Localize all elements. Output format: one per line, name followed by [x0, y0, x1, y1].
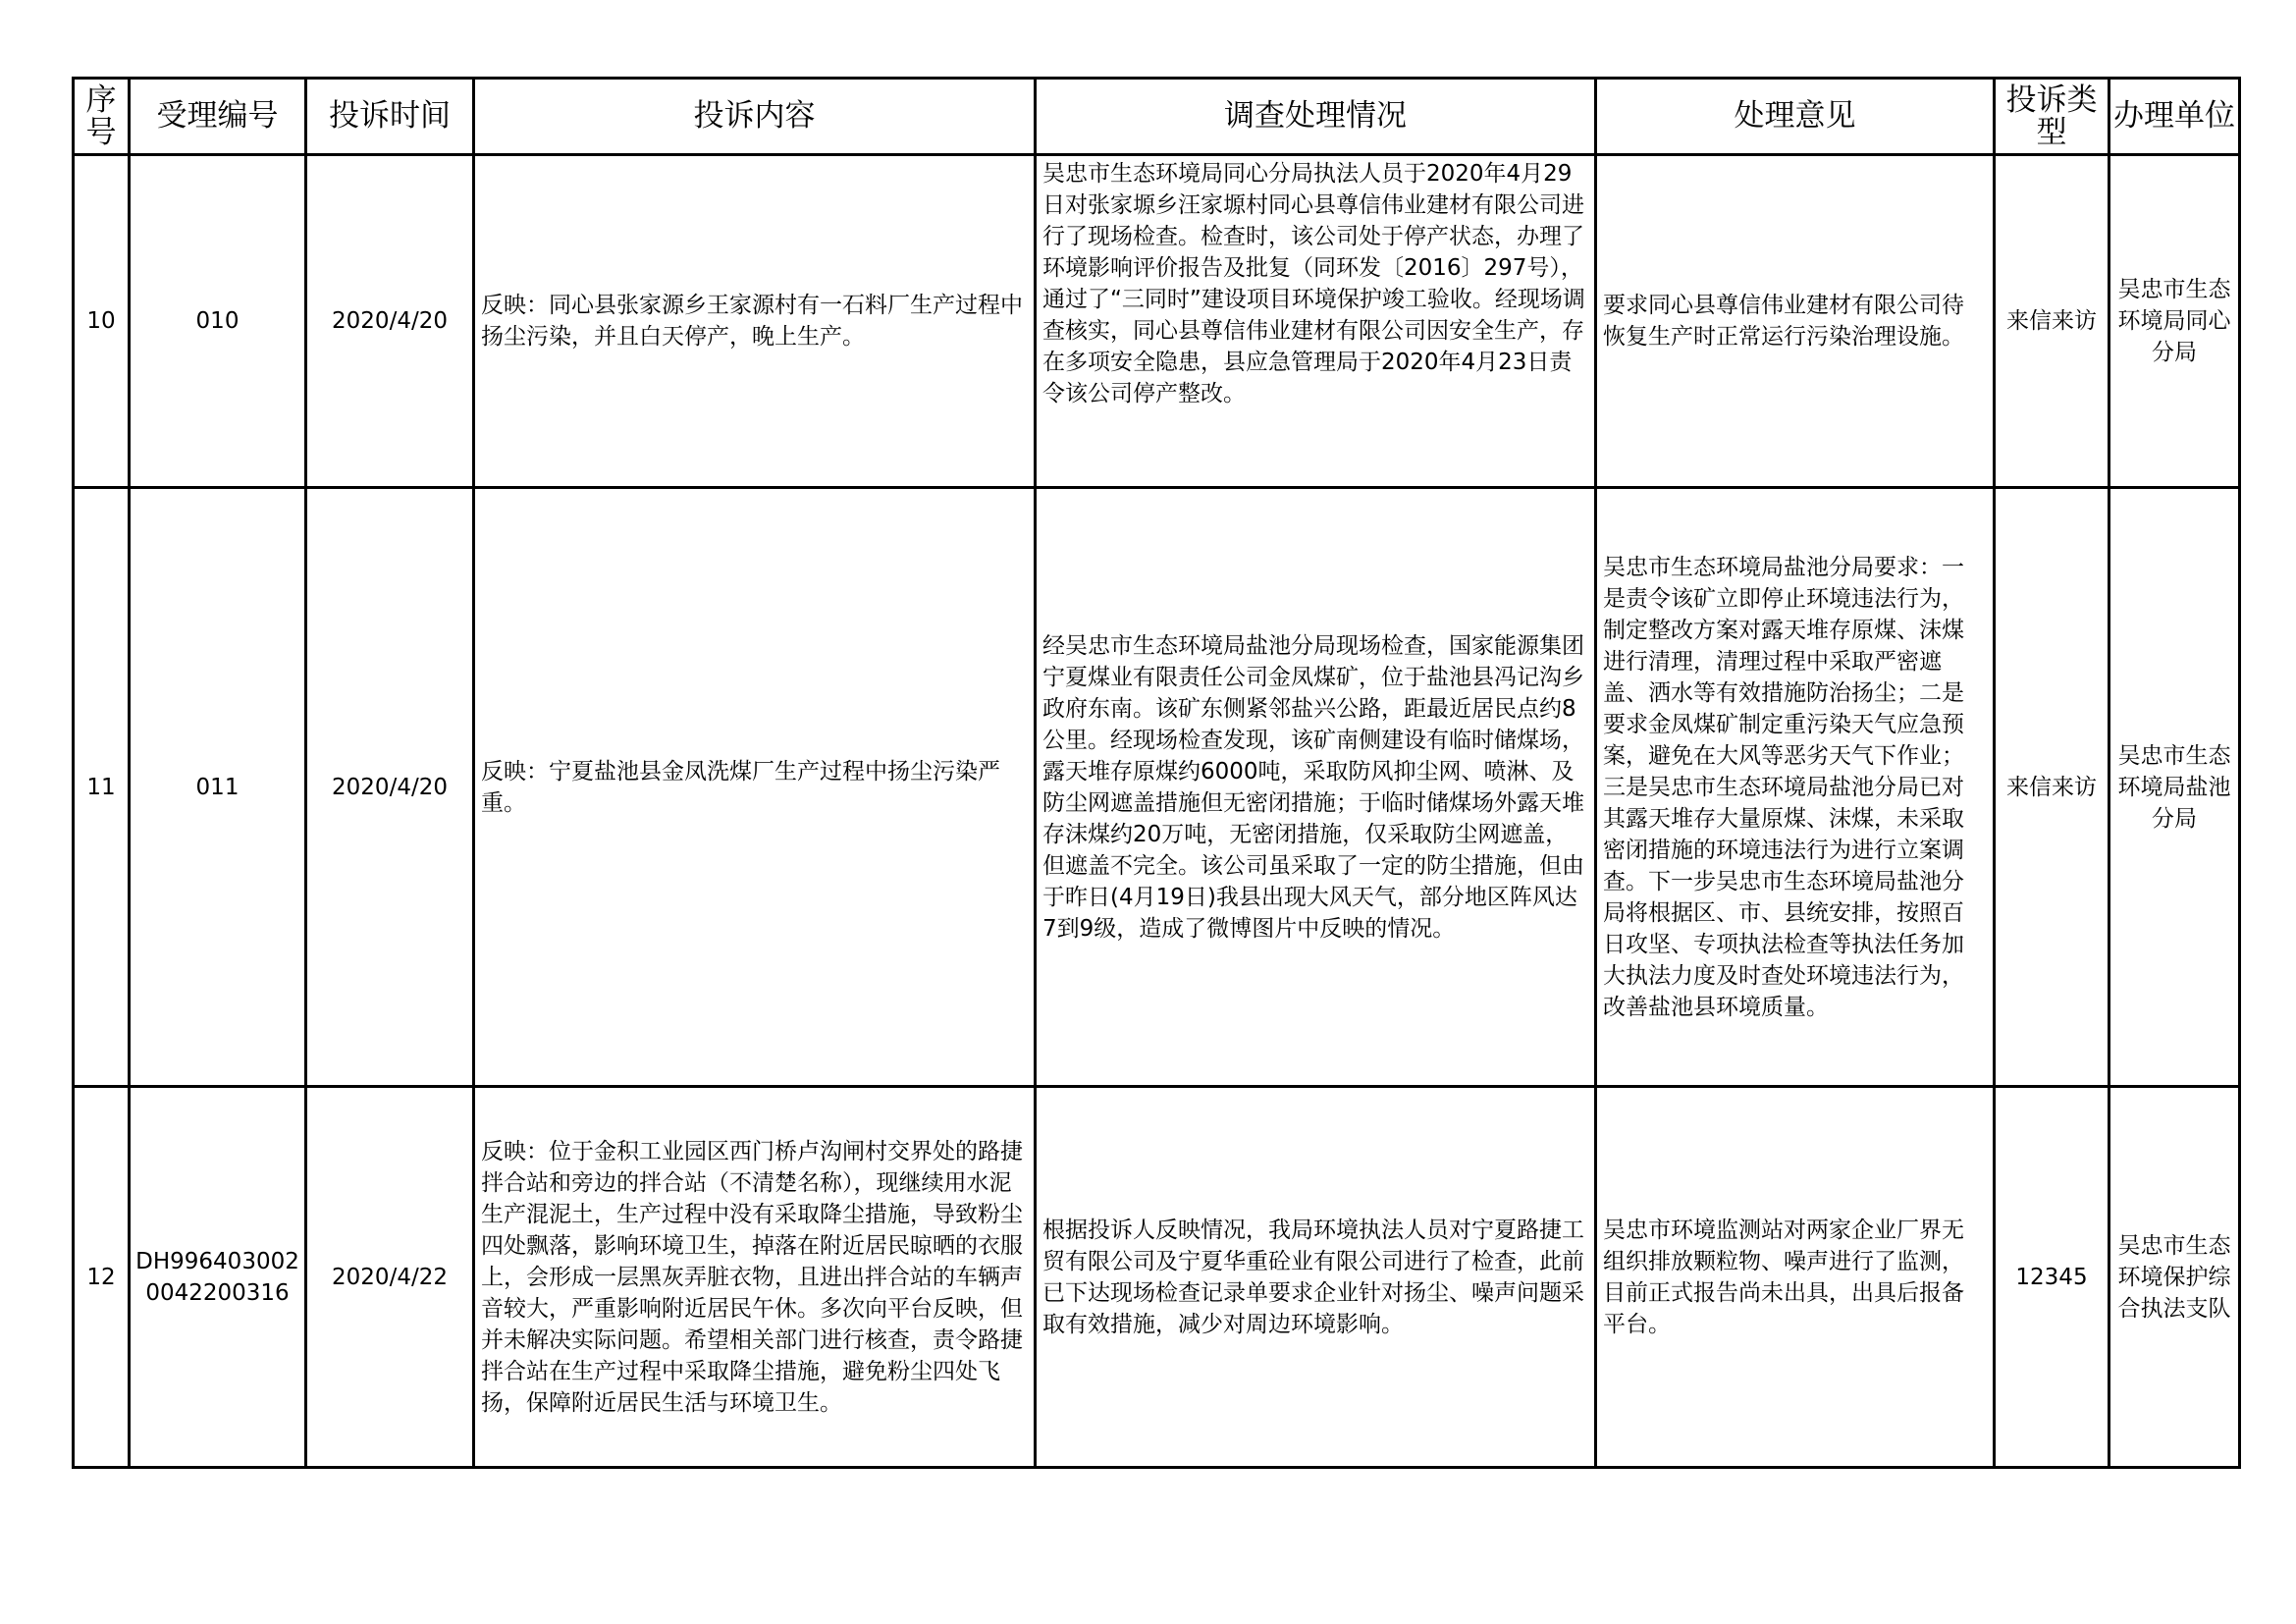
table-row	[74, 1087, 2240, 1468]
header-investigation: 调查处理情况	[1036, 79, 1596, 155]
header-date: 投诉时间	[306, 79, 474, 155]
header-opinion: 处理意见	[1596, 79, 1995, 155]
cell-code: 011	[130, 488, 306, 1087]
header-code: 受理编号	[130, 79, 306, 155]
cell-seq: 11	[74, 488, 130, 1087]
cell-investigation	[1036, 155, 1596, 488]
cell-investigation: 根据投诉人反映情况，我局环境执法人员对宁夏路捷工贸有限公司及宁夏华重砼业有限公司进行了检查，此前已下达现场检查记录单要求企业针对扬尘、噪声问题采取有效措施，减少对周边环境影响。	[1036, 1087, 1596, 1468]
header-unit: 办理单位	[2109, 79, 2240, 155]
complaint-table	[72, 77, 2241, 1469]
investigation-text: 吴忠市生态环境局同心分局执法人员于2020年4月29日对张家塬乡汪家塬村同心县尊信伟业建材有限公司进行了现场检查。检查时，该公司处于停产状态，办理了环境影响评价报告及批复（同环发〔2016〕297号），通过了“三同时”建设项目环境保护竣工验收。经现场调查核实，同心县尊信伟业建材有限公司因安全生产，存在多项安全隐患，县应急管理局于2020年4月23日责令该公司停产整改。	[1042, 161, 1585, 406]
cell-complaint: 反映：位于金积工业园区西门桥卢沟闸村交界处的路捷拌合站和旁边的拌合站（不清楚名称），现继续用水泥生产混泥土，生产过程中没有采取降尘措施，导致粉尘四处飘落，影响环境卫生，掉落在附近居民晾晒的衣服上，会形成一层黑灰弄脏衣物，且进出拌合站的车辆声音较大，严重影响附近居民午休。多次向平台反映，但并未解决实际问题。希望相关部门进行核查，责令路捷拌合站在生产过程中采取降尘措施，避免粉尘四处飞扬，保障附近居民生活与环境卫生。	[474, 1087, 1036, 1468]
cell-date: 2020/4/20	[306, 155, 474, 488]
cell-complaint: 反映：同心县张家源乡王家源村有一石料厂生产过程中扬尘污染，并且白天停产，晚上生产。	[474, 155, 1036, 488]
header-seq: 序号	[74, 79, 130, 155]
cell-date: 2020/4/20	[306, 488, 474, 1087]
cell-type: 12345	[1995, 1087, 2109, 1468]
cell-type: 来信来访	[1995, 488, 2109, 1087]
cell-opinion: 吴忠市生态环境局盐池分局要求：一是责令该矿立即停止环境违法行为，制定整改方案对露天堆存原煤、沫煤进行清理，清理过程中采取严密遮盖、洒水等有效措施防治扬尘；二是要求金凤煤矿制定重污染天气应急预案，避免在大风等恶劣天气下作业；三是吴忠市生态环境局盐池分局已对其露天堆存大量原煤、沫煤，未采取密闭措施的环境违法行为进行立案调查。下一步吴忠市生态环境局盐池分局将根据区、市、县统安排，按照百日攻坚、专项执法检查等执法任务加大执法力度及时查处环境违法行为，改善盐池县环境质量。	[1596, 488, 1995, 1087]
cell-unit: 吴忠市生态环境局盐池分局	[2109, 488, 2240, 1087]
table-row	[74, 155, 2240, 488]
cell-code: 010	[130, 155, 306, 488]
cell-unit: 吴忠市生态环境保护综合执法支队	[2109, 1087, 2240, 1468]
cell-complaint: 反映：宁夏盐池县金凤洗煤厂生产过程中扬尘污染严重。	[474, 488, 1036, 1087]
cell-investigation: 经吴忠市生态环境局盐池分局现场检查，国家能源集团宁夏煤业有限责任公司金凤煤矿，位于盐池县冯记沟乡政府东南。该矿东侧紧邻盐兴公路，距最近居民点约8公里。经现场检查发现，该矿南侧建设有临时储煤场，露天堆存原煤约6000吨，采取防风抑尘网、喷淋、及防尘网遮盖措施但无密闭措施；于临时储煤场外露天堆存沫煤约20万吨，无密闭措施，仅采取防尘网遮盖，但遮盖不完全。该公司虽采取了一定的防尘措施，但由于昨日(4月19日)我县出现大风天气，部分地区阵风达7到9级，造成了微博图片中反映的情况。	[1036, 488, 1596, 1087]
cell-code: DH9964030020042200316	[130, 1087, 306, 1468]
cell-opinion: 吴忠市环境监测站对两家企业厂界无组织排放颗粒物、噪声进行了监测，目前正式报告尚未出具，出具后报备平台。	[1596, 1087, 1995, 1468]
cell-unit: 吴忠市生态环境局同心分局	[2109, 155, 2240, 488]
cell-opinion: 要求同心县尊信伟业建材有限公司待恢复生产时正常运行污染治理设施。	[1596, 155, 1995, 488]
table-header-row	[74, 79, 2240, 155]
header-type: 投诉类型	[1995, 79, 2109, 155]
cell-type: 来信来访	[1995, 155, 2109, 488]
cell-date: 2020/4/22	[306, 1087, 474, 1468]
cell-seq: 12	[74, 1087, 130, 1468]
table-row	[74, 488, 2240, 1087]
header-complaint: 投诉内容	[474, 79, 1036, 155]
cell-seq: 10	[74, 155, 130, 488]
